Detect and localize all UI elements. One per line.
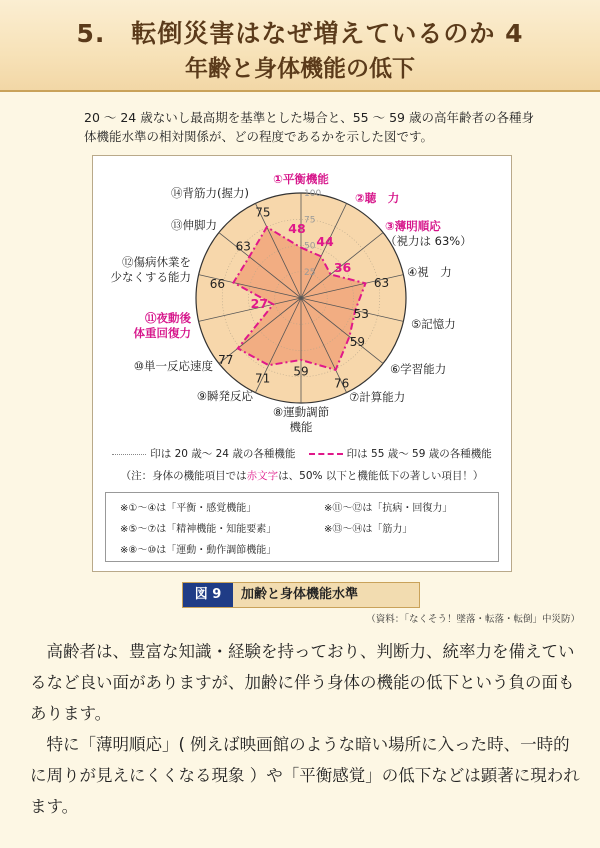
data-label: 59 [349,335,366,350]
figure-box [92,155,512,572]
category-label [171,186,249,200]
category-label [349,390,405,404]
data-label: 27 [250,295,269,311]
note-pre: （注：身体の機能項目では [120,470,247,482]
data-label: 71 [255,371,271,386]
data-label: 48 [288,221,306,237]
figure-number: 図 9 [183,583,233,607]
category-label [355,191,399,205]
category-label-line: 少なくする能力 [110,270,191,284]
intro-text: 20 ～ 24 歳ないし最高期を基準とした場合と、55 ～ 59 歳の高年齢者の各種身体機能水準の相対関係が、どの程度であるかを示した図です。 [84,110,534,144]
category-label [407,265,452,279]
body-text [30,636,580,822]
group-legend-box [105,492,499,562]
body-paragraph-1: 高齢者は、豊富な知識・経験を持っており、判断力、統率力を備えているなど良い面がありますが、加齢に伴う身体の機能の低下という負の面もあります。 [30,642,575,723]
category-label-line: 機能 [289,420,313,434]
r-tick-label: 75 [304,215,316,226]
page-subtitle: 年齢と身体機能の低下 [185,56,415,82]
body-paragraph-2: 特に「薄明順応」( 例えば映画館のような暗い場所に入った時、一時的に周りが見えにくくなる現象 ）や「平衡感覚」の低下などは顕著に現われます。 [30,735,580,816]
category-label-line: ⑥学習能力 [390,362,447,376]
category-label-line: ⑭背筋力(握力) [171,186,249,200]
category-label-line: ⑦計算能力 [349,390,406,404]
category-label-line: 体重回復力 [133,326,191,340]
figure-source: （資料：「なくそう！墜落・転落・転倒」中災防） [366,614,580,625]
category-label [197,389,254,403]
page-header [0,0,600,92]
category-label [134,359,214,373]
category-label-line: ⑤記憶力 [411,317,456,331]
group-3: ※⑤～⑦は「精神機能・知能要素」 [120,524,277,535]
category-label [273,405,329,434]
legend-item-55-59: 印は 55 歳～ 59 歳の各種機能 [346,448,492,460]
category-label [390,362,446,376]
data-label: 76 [333,376,350,391]
legend [93,446,511,461]
group-4: ※⑬～⑭は「筋力」 [324,524,413,535]
category-label-line: ⑧運動調節 [272,405,330,419]
data-label: 44 [316,233,334,249]
category-label [411,317,456,331]
data-label: 63 [235,239,251,254]
r-tick-label: 25 [304,267,316,278]
page-title: 5. 転倒災害はなぜ増えているのか 4 [76,19,524,48]
category-label [273,172,329,186]
data-label: 53 [353,306,369,321]
category-label-line: ⑬伸脚力 [171,218,217,232]
data-label: 36 [333,259,352,275]
radar-chart [93,156,511,446]
legend-item-20-24: 印は 20 歳～ 24 歳の各種機能 [150,448,296,460]
group-2: ※⑪～⑫は「抗病・回復力」 [324,503,453,514]
data-label: 77 [218,352,234,367]
category-label-line: （視力は 63%） [385,234,472,248]
group-5: ※⑧～⑩は「運動・動作調節機能」 [120,545,277,556]
category-label-line: ⑨瞬発反応 [196,389,253,403]
category-label-line: ②聴 力 [355,191,400,205]
data-label: 75 [255,205,271,220]
category-label [385,219,472,248]
category-label-line: ⑩単一反応速度 [133,359,213,373]
category-label-line: ⑫傷病休業を [122,255,191,269]
legend-dashed-swatch [309,453,343,455]
note-post: は、50% 以下と機能低下の著しい項目！） [278,470,484,482]
legend-dotted-swatch [112,454,146,455]
figure-caption [182,582,420,608]
category-label-line: ①平衡機能 [273,172,329,186]
figure-title: 加齢と身体機能水準 [241,587,359,602]
category-label [134,311,192,340]
r-tick-label: 100 [304,189,322,199]
chart-note [93,468,511,483]
note-red-word: 赤文字 [246,470,279,482]
category-label-line: ⑪夜動後 [145,311,191,325]
category-label [111,255,192,284]
data-label: 66 [209,277,226,292]
category-label-line: ③薄明順応 [385,219,441,233]
data-label: 63 [373,275,390,290]
category-label [171,218,217,232]
group-1: ※①～④は「平衡・感覚機能」 [120,503,257,514]
data-label: 59 [293,364,309,379]
category-label-line: ④視 力 [407,265,452,279]
r-tick-label: 50 [304,241,316,252]
